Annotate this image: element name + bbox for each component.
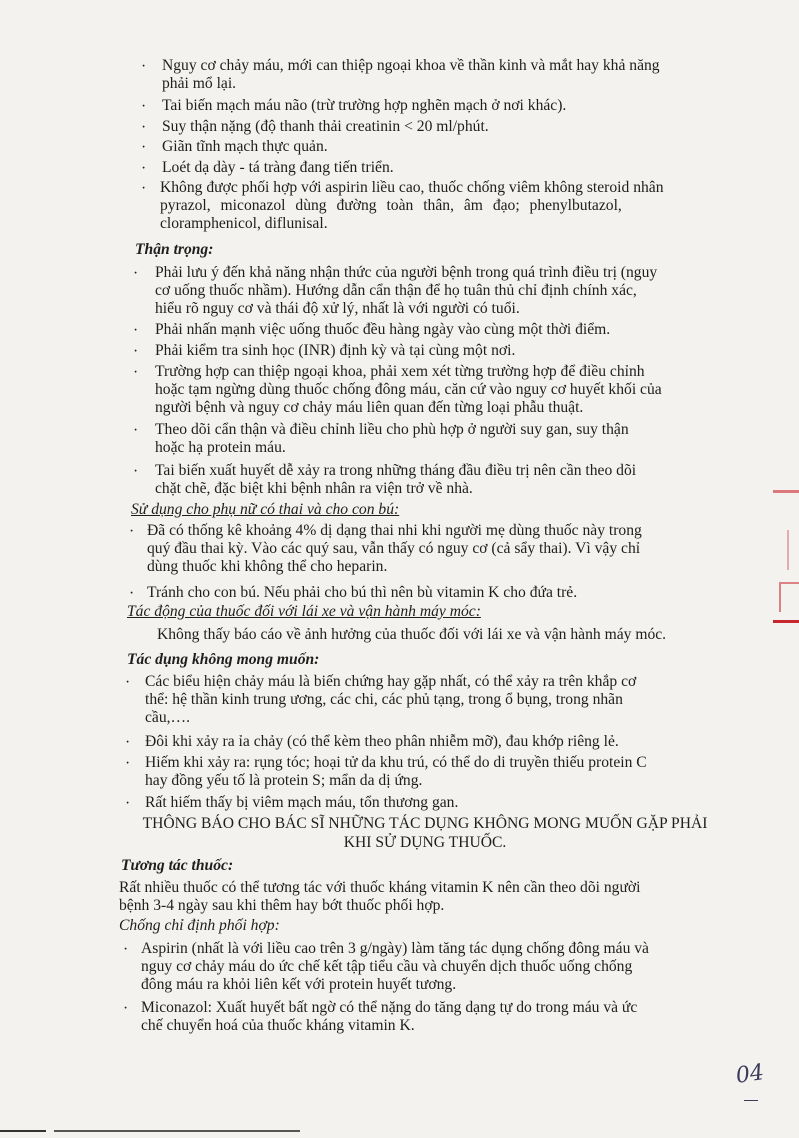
- stamp-edge-mark: [773, 490, 799, 493]
- list-item-line: nguy cơ chảy máu do ức chế kết tập tiểu cầu và chuyển dịch thuốc uống chống: [141, 958, 633, 975]
- list-item-line: cầu,….: [145, 709, 191, 726]
- notice-line: KHI SỬ DỤNG THUỐC.: [343, 834, 507, 851]
- driving-text: Không thấy báo cáo về ảnh hưởng của thuốc đối với lái xe và vận hành máy móc.: [157, 626, 667, 643]
- list-item-line: hiểu rõ nguy cơ và thái độ xử lý, nhất là với người có tuổi.: [155, 300, 520, 317]
- list-item-line: thể: hệ thần kinh trung ương, các chi, các phủ tạng, trong ổ bụng, trong nhãn: [145, 691, 623, 708]
- list-item-line: Hiếm khi xảy ra: rụng tóc; hoại tử da khu trú, có thể do di truyền thiếu protein C: [145, 754, 647, 771]
- list-item-line: đông máu ra khỏi liên kết với protein huyết tương.: [141, 976, 457, 993]
- section-heading-pregnancy: Sử dụng cho phụ nữ có thai và cho con bú:: [131, 501, 400, 518]
- page-number: 04: [734, 1060, 766, 1089]
- list-item-line: Đã có thống kê khoảng 4% dị dạng thai nhi khi người mẹ dùng thuốc này trong: [147, 522, 642, 539]
- bullet: ·: [141, 119, 147, 136]
- list-item-line: Theo dõi cẩn thận và điều chỉnh liều cho phù hợp ở người suy gan, suy thận: [155, 421, 629, 438]
- list-item-line: Không được phối hợp với aspirin liều cao, thuốc chống viêm không steroid nhân: [160, 179, 664, 196]
- paragraph-line: Rất nhiều thuốc có thể tương tác với thuốc kháng vitamin K nên cần theo dõi người: [119, 879, 641, 896]
- list-item-line: phải mổ lại.: [162, 75, 237, 92]
- list-item-line: Rất hiếm thấy bị viêm mạch máu, tổn thương gan.: [145, 794, 459, 811]
- bullet: ·: [141, 139, 147, 156]
- bullet: ·: [133, 364, 139, 381]
- stamp-edge-mark: [779, 582, 799, 612]
- bullet: ·: [141, 180, 147, 197]
- list-item-line: Nguy cơ chảy máu, mới can thiệp ngoại khoa về thần kinh và mắt hay khả năng: [162, 57, 660, 74]
- list-item-line: Trường hợp can thiệp ngoại khoa, phải xem xét từng trường hợp để điều chỉnh: [155, 363, 645, 380]
- bullet: ·: [141, 160, 147, 177]
- list-item-line: chế chuyển hoá của thuốc kháng vitamin K.: [141, 1017, 415, 1034]
- list-item-line: Miconazol: Xuất huyết bất ngờ có thể nặng do tăng dạng tự do trong máu và ức: [141, 999, 638, 1016]
- list-item-line: cơ uống thuốc nhầm). Hướng dẫn cẩn thận để họ tuân thủ chỉ định chính xác,: [155, 282, 637, 299]
- bullet: ·: [141, 58, 147, 75]
- list-item-line: Loét dạ dày - tá tràng đang tiến triển.: [162, 159, 394, 176]
- footer-rule: [0, 1130, 799, 1132]
- list-item-line: Tai biến xuất huyết dễ xảy ra trong những tháng đầu điều trị nên cần theo dõi: [155, 462, 637, 479]
- paragraph-line: bệnh 3-4 ngày sau khi thêm hay bớt thuốc phối hợp.: [119, 897, 445, 914]
- page-number-underline: [744, 1100, 758, 1101]
- subheading-contraindicated-combinations: Chống chỉ định phối hợp:: [119, 917, 280, 934]
- list-item-line: quý đầu thai kỳ. Vào các quý sau, vẫn thấy có nguy cơ (cả sẩy thai). Vì vậy chỉ: [147, 540, 641, 557]
- list-item-line: Suy thận nặng (độ thanh thải creatinin < 20 ml/phút.: [162, 118, 489, 135]
- list-item-line: Giãn tĩnh mạch thực quản.: [162, 138, 328, 155]
- list-item-line: hay đồng yếu tố là protein S; mẩn da dị ứng.: [145, 772, 423, 789]
- section-heading-driving: Tác động của thuốc đối với lái xe và vận hành máy móc:: [127, 603, 481, 620]
- bullet: ·: [123, 1000, 129, 1017]
- list-item-line: Aspirin (nhất là với liều cao trên 3 g/ngày) làm tăng tác dụng chống đông máu và: [141, 940, 649, 957]
- bullet: ·: [133, 343, 139, 360]
- list-item-line: cloramphenicol, diflunisal.: [160, 215, 328, 232]
- list-item-line: pyrazol, miconazol dùng đường toàn thân, âm đạo; phenylbutazol,: [160, 197, 622, 214]
- section-heading-interactions: Tương tác thuốc:: [121, 857, 234, 874]
- list-item-line: hoặc tạm ngừng dùng thuốc chống đông máu, căn cứ vào nguy cơ huyết khối của: [155, 381, 662, 398]
- list-item-line: hoặc hạ protein máu.: [155, 439, 286, 456]
- list-item-line: Các biểu hiện chảy máu là biến chứng hay gặp nhất, có thể xảy ra trên khắp cơ: [145, 673, 637, 690]
- stamp-edge-mark: [787, 530, 799, 570]
- list-item-line: dùng thuốc khi không thể cho heparin.: [147, 558, 388, 575]
- bullet: ·: [123, 941, 129, 958]
- list-item-line: Phải lưu ý đến khả năng nhận thức của người bệnh trong quá trình điều trị (nguy: [155, 264, 658, 281]
- bullet: ·: [129, 523, 135, 540]
- bullet: ·: [125, 674, 131, 691]
- bullet: ·: [133, 265, 139, 282]
- bullet: ·: [133, 322, 139, 339]
- list-item-line: Tránh cho con bú. Nếu phải cho bú thì nên bù vitamin K cho đứa trẻ.: [147, 584, 578, 601]
- list-item-line: Phải nhấn mạnh việc uống thuốc đều hàng ngày vào cùng một thời điểm.: [155, 321, 611, 338]
- bullet: ·: [125, 755, 131, 772]
- bullet: ·: [125, 795, 131, 812]
- list-item-line: chặt chẽ, đặc biệt khi bệnh nhân ra viện trở về nhà.: [155, 480, 473, 497]
- list-item-line: Tai biến mạch máu não (trừ trường hợp nghẽn mạch ở nơi khác).: [162, 97, 567, 114]
- bullet: ·: [133, 422, 139, 439]
- notice-line: THÔNG BÁO CHO BÁC SĨ NHỮNG TÁC DỤNG KHÔNG MONG MUỐN GẶP PHẢI: [142, 815, 708, 832]
- stamp-edge-mark: [773, 620, 799, 623]
- list-item-line: Phải kiểm tra sinh học (INR) định kỳ và tại cùng một nơi.: [155, 342, 516, 359]
- section-heading-precautions: Thận trọng:: [135, 241, 214, 258]
- list-item-line: Đôi khi xảy ra ỉa chảy (có thể kèm theo phân nhiễm mỡ), đau khớp riêng lẻ.: [145, 733, 619, 750]
- bullet: ·: [133, 463, 139, 480]
- bullet: ·: [125, 734, 131, 751]
- bullet: ·: [141, 98, 147, 115]
- bullet: ·: [129, 585, 135, 602]
- section-heading-adverse: Tác dụng không mong muốn:: [127, 651, 320, 668]
- list-item-line: người bệnh và nguy cơ chảy máu liên quan đến từng loại phẫu thuật.: [155, 399, 584, 416]
